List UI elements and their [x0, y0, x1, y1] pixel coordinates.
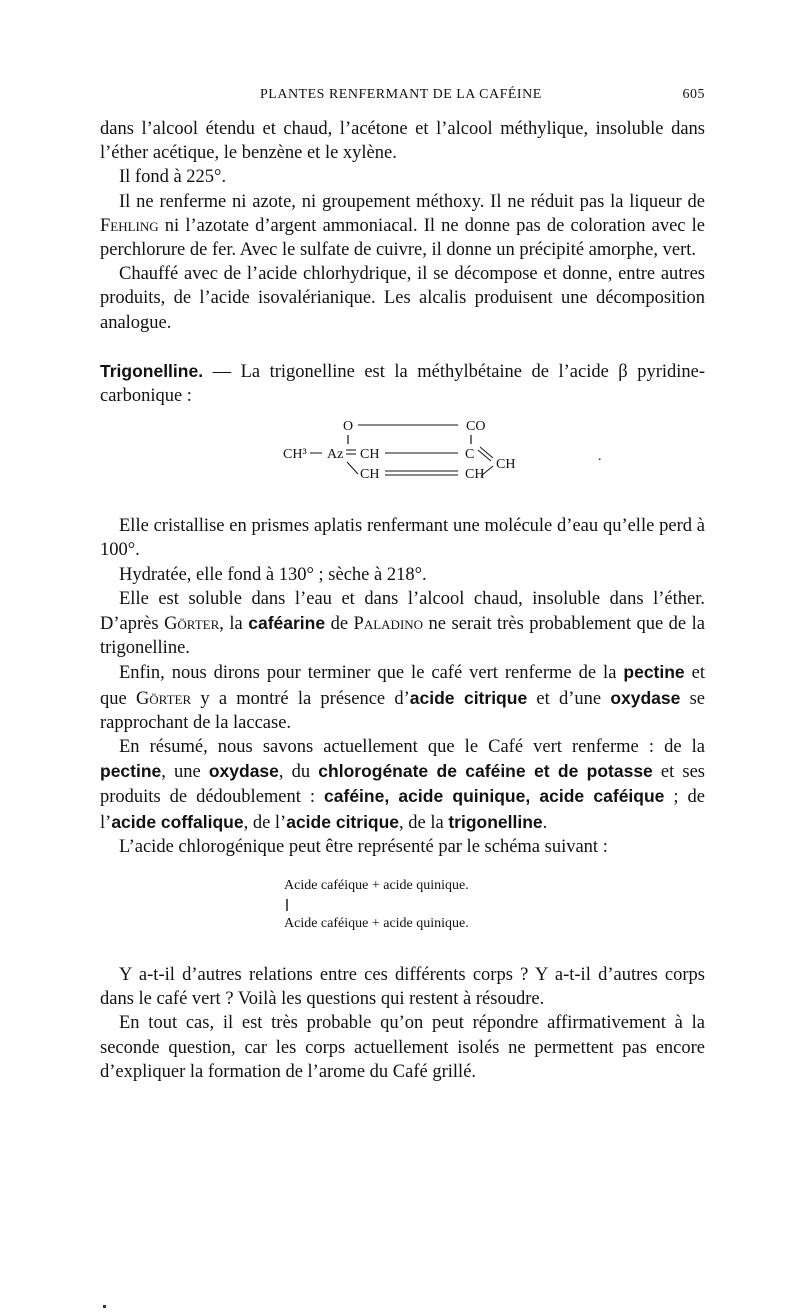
paragraph: Y a-t-il d’autres relations entre ces différents corps ? Y a-t-il d’autres corps dans le café vert ? Voilà les questions qui restent à résoudre.	[100, 965, 705, 1010]
formula-ch-right: CH	[496, 457, 516, 473]
text-run: de	[325, 614, 354, 635]
text-run: , une	[161, 762, 209, 783]
bold-term: acide citrique	[409, 687, 528, 708]
bold-term: oxydase	[610, 687, 681, 708]
author-name: Paladino	[353, 614, 424, 635]
bold-term: trigonelline	[448, 811, 543, 832]
formula-ch-c: CH	[465, 467, 485, 483]
paragraph	[100, 587, 705, 661]
text-run: et que	[100, 663, 705, 709]
schema-line-1: Acide caféique + acide quinique.	[284, 878, 469, 894]
formula-ch-b: CH	[360, 467, 380, 483]
paragraph: L’acide chlorogénique peut être représenté par le schéma suivant :	[119, 836, 608, 857]
bold-term: oxydase	[208, 761, 279, 782]
paragraph: En tout cas, il est très probable qu’on peut répondre affirmativement à la seconde question, car les corps actuellement isolés ne permettent pas encore d’expliquer la formation de l’arome du Café grillé.	[100, 1013, 705, 1082]
formula-o: O	[343, 419, 354, 435]
paragraph	[100, 359, 705, 408]
bold-term: pectine	[100, 761, 162, 782]
formula-az: Az	[327, 447, 344, 463]
paragraph: Chauffé avec de l’acide chlorhydrique, il se décompose et donne, entre autres produits, de l’acide isovalérianique. Les alcalis produisent une décomposition analogue.	[100, 264, 705, 333]
paragraph: Hydratée, elle fond à 130° ; sèche à 218°.	[119, 564, 427, 585]
paragraph	[100, 660, 705, 735]
formula-ch3: CH³	[283, 447, 307, 463]
author-name: Görter	[164, 614, 220, 635]
running-title: PLANTES RENFERMANT DE LA CAFÉINE	[260, 87, 542, 102]
text-run: ; de l’	[100, 787, 705, 833]
author-name: Görter	[135, 688, 192, 709]
body-text	[100, 117, 705, 1084]
bold-term: pectine	[623, 662, 685, 683]
text-run: se rapprochant de la laccase.	[100, 688, 705, 733]
text-run: ne serait très probablement que de la trigonelline.	[100, 614, 705, 659]
text-run: et d’une	[527, 688, 611, 709]
author-name: Fehling	[100, 215, 159, 236]
trigonelline-formula	[100, 416, 705, 502]
formula-c: C	[465, 447, 475, 463]
paragraph	[100, 735, 705, 835]
text-run: y a montré la présence d’	[191, 688, 410, 709]
paragraph: Il fond à 225°.	[119, 167, 227, 188]
text-run: , de la	[399, 812, 449, 833]
bold-term: acide citrique	[286, 811, 400, 832]
bold-term: caféine, acide quinique, acide caféique	[324, 786, 665, 807]
formula-co: CO	[466, 419, 486, 435]
formula-dot: .	[598, 449, 602, 465]
chlorogenic-schema	[100, 871, 705, 943]
running-header	[100, 87, 705, 107]
text-run: , du	[278, 762, 319, 783]
page-speck	[103, 1305, 106, 1308]
bold-term: chlorogénate de caféine et de potasse	[318, 761, 653, 782]
text-run: et ses produits de dédoublement :	[100, 762, 705, 808]
text-run: En résumé, nous savons actuellement que le Café vert renferme : de la	[119, 737, 705, 758]
text-run: .	[542, 812, 548, 833]
formula-ch-a: CH	[360, 447, 380, 463]
text-run: Elle est soluble dans l’eau et dans l’alcool chaud, insoluble dans l’éther. D’après	[100, 588, 705, 635]
page-number: 605	[682, 87, 705, 102]
bold-term: acide coffalique	[111, 811, 244, 832]
text-run: Il ne renferme ni azote, ni groupement méthoxy. Il ne réduit pas la liqueur de	[119, 191, 705, 212]
schema-line-2: Acide caféique + acide quinique.	[284, 916, 469, 932]
text-run: ni l’azotate d’argent ammoniacal. Il ne donne pas de coloration avec le perchlorure de fer. Avec le sulfate de cuivre, il donne un précipité amorphe, vert.	[100, 215, 705, 261]
text-run: , de l’	[243, 812, 287, 833]
paragraph: Elle cristallise en prismes aplatis renfermant une molécule d’eau qu’elle perd à 100°.	[100, 516, 705, 561]
bold-term: caféarine	[248, 613, 326, 634]
paragraph	[100, 190, 705, 263]
text-run: — La trigonelline est la méthylbétaine de l’acide β pyridine-carbonique :	[100, 361, 705, 407]
text-run: Enfin, nous dirons pour terminer que le café vert renferme de la	[119, 663, 624, 684]
text-run: , la	[219, 614, 249, 635]
paragraph: dans l’alcool étendu et chaud, l’acétone et l’alcool méthylique, insoluble dans l’éther acétique, le benzène et le xylène.	[100, 119, 705, 164]
section-heading: Trigonelline.	[100, 360, 204, 381]
